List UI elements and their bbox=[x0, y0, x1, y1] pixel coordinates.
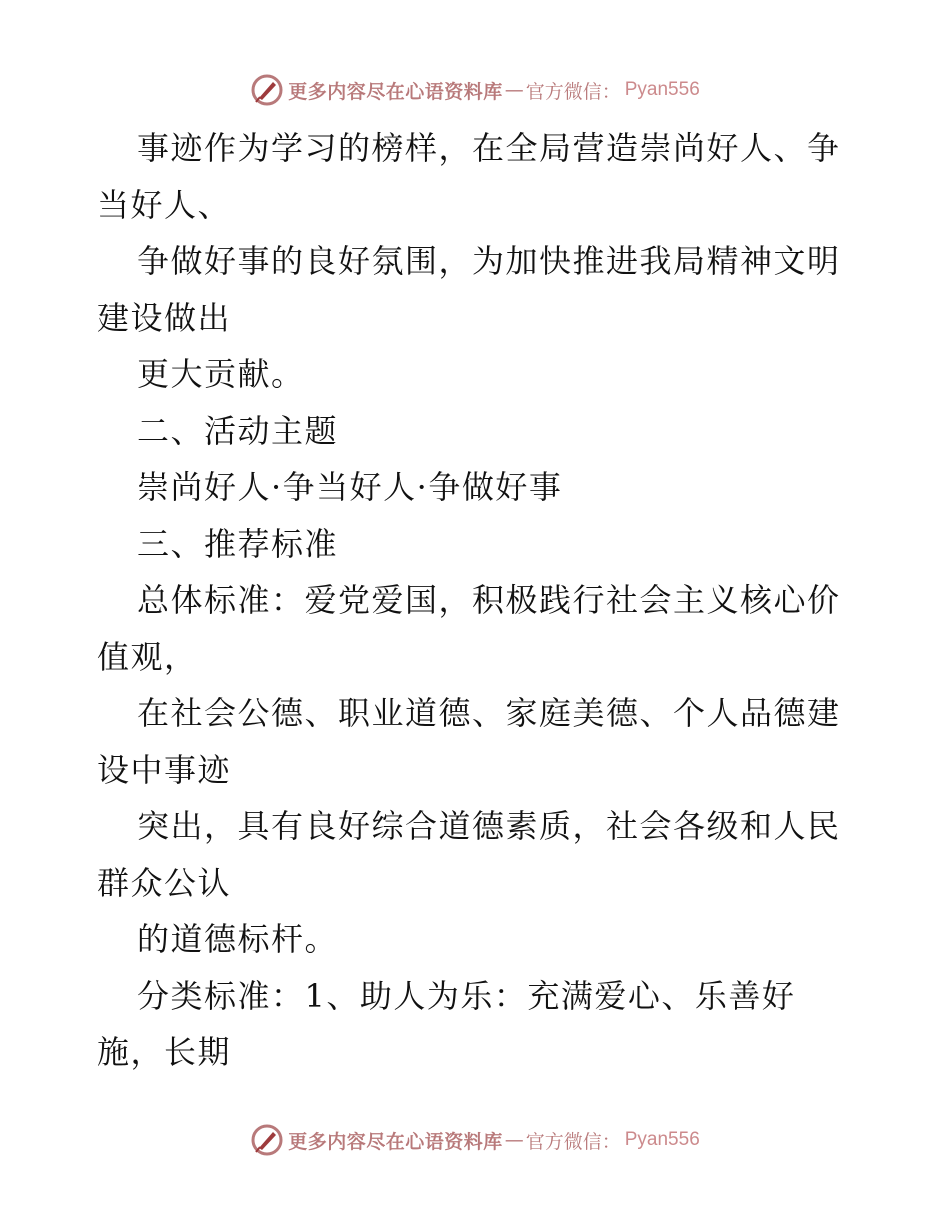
body-line: 当好人、 bbox=[97, 185, 232, 224]
banner-wechat-label: 官方微信： bbox=[525, 1130, 621, 1153]
banner-wechat-label: 官方微信： bbox=[525, 80, 621, 103]
body-line: 群众公认 bbox=[97, 863, 232, 902]
header-banner bbox=[0, 70, 950, 110]
body-line: 设中事迹 bbox=[97, 750, 232, 789]
body-line: 建设做出 bbox=[97, 298, 232, 337]
banner-wechat-id: Pyan556 bbox=[624, 79, 700, 100]
body-line: 值观， bbox=[97, 637, 198, 676]
body-line: 事迹作为学习的榜样，在全局营造崇尚好人、争 bbox=[137, 129, 841, 167]
banner-title: 更多内容尽在心语资料库 bbox=[288, 1130, 503, 1153]
body-line: 争做好事的良好氛围，为加快推进我局精神文明 bbox=[137, 242, 841, 280]
banner-title: 更多内容尽在心语资料库 bbox=[288, 80, 503, 103]
body-line: 分类标准：1、助人为乐：充满爱心、乐善好 bbox=[137, 976, 796, 1015]
banner-wechat-id: Pyan556 bbox=[624, 1129, 700, 1150]
section-heading: 二、活动主题 bbox=[137, 411, 339, 450]
body-line: 突出，具有良好综合道德素质，社会各级和人民 bbox=[137, 807, 841, 845]
document-body bbox=[97, 120, 867, 1081]
quill-pen-circle-icon bbox=[250, 73, 284, 107]
footer-banner bbox=[0, 1120, 950, 1160]
body-line: 总体标准：爱党爱国，积极践行社会主义核心价 bbox=[137, 581, 841, 619]
quill-pen-circle-icon bbox=[250, 1123, 284, 1157]
body-line: 崇尚好人·争当好人·争做好事 bbox=[137, 468, 563, 506]
body-line: 更大贡献。 bbox=[137, 355, 305, 393]
section-heading: 三、推荐标准 bbox=[137, 524, 339, 563]
banner-dash: — bbox=[504, 79, 524, 101]
banner-dash: — bbox=[504, 1129, 524, 1151]
body-line: 在社会公德、职业道德、家庭美德、个人品德建 bbox=[137, 694, 841, 732]
body-line: 施，长期 bbox=[97, 1033, 232, 1071]
body-line: 的道德标杆。 bbox=[137, 920, 339, 958]
